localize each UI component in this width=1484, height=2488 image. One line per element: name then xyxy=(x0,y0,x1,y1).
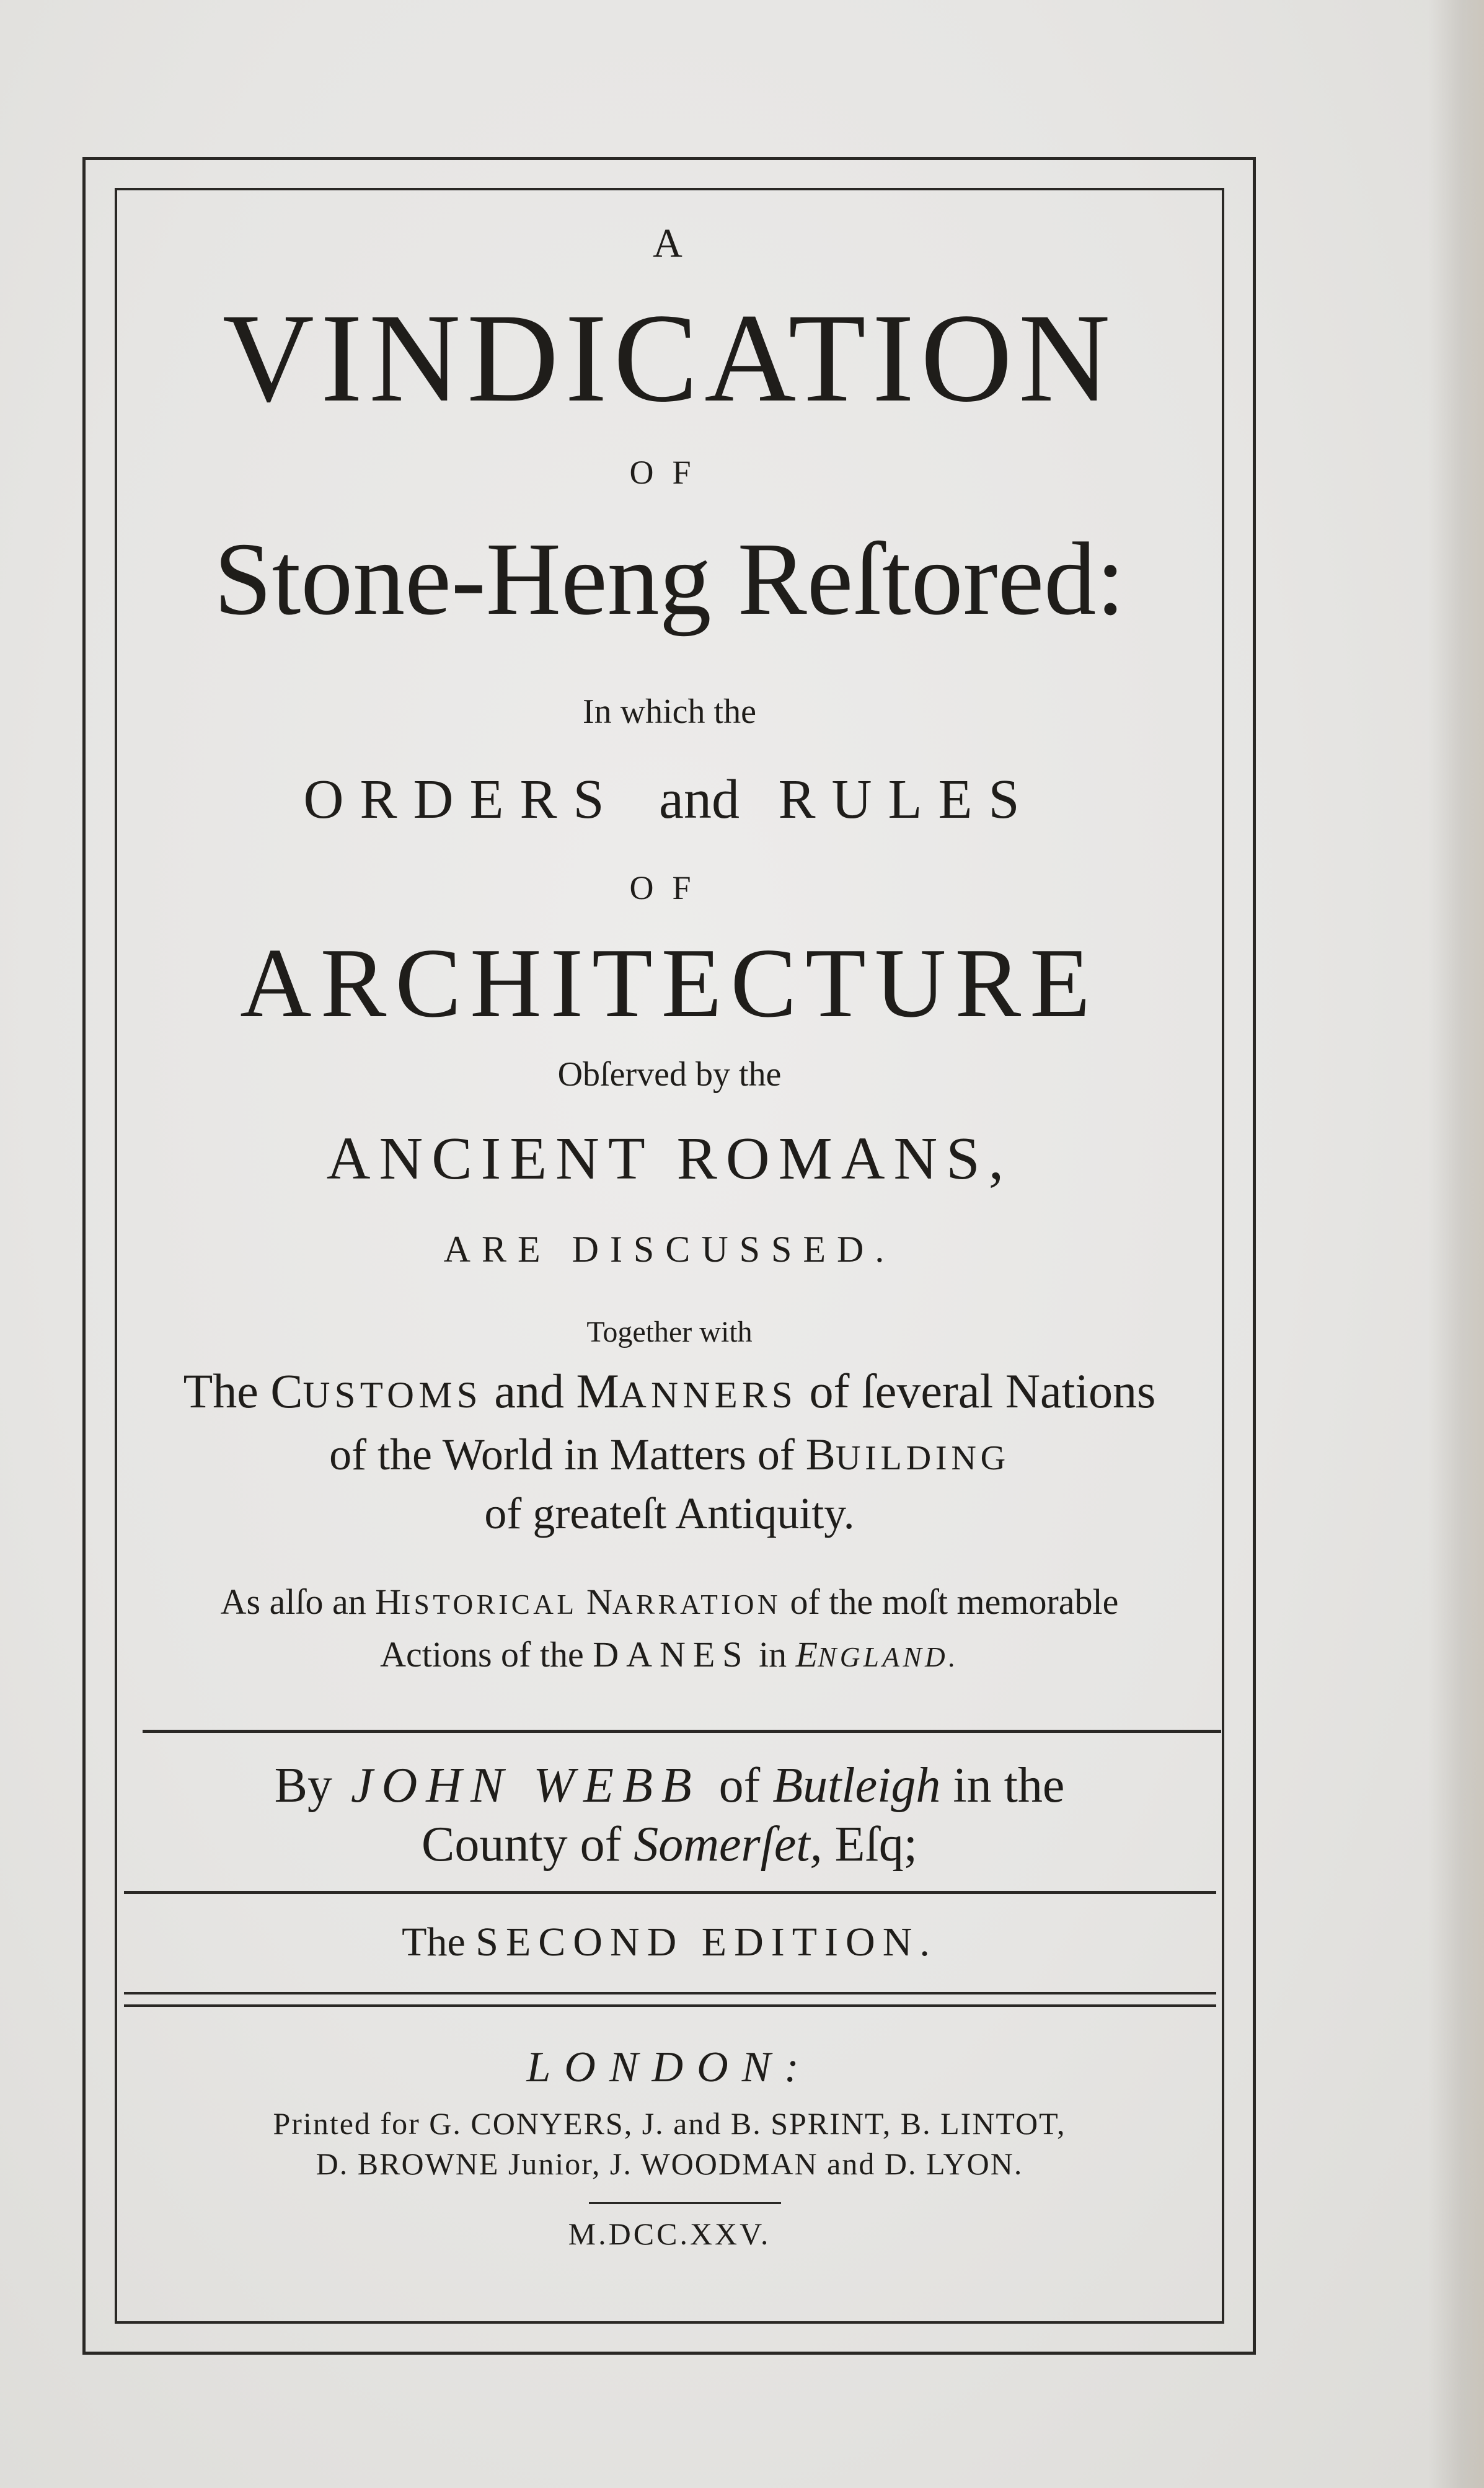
customs-initial: C xyxy=(270,1364,303,1418)
rule-above-edition xyxy=(124,1891,1216,1894)
orders-rules-line xyxy=(115,769,1224,830)
orders-word: ORDERS xyxy=(303,769,621,830)
author-name: JOHN WEBB xyxy=(351,1758,700,1813)
historical-word: ISTORICAL xyxy=(401,1589,578,1620)
imprint-year: M.DCC.XXV. xyxy=(568,2216,771,2251)
author-line-1 xyxy=(115,1758,1224,1813)
double-rule-top xyxy=(124,1992,1216,1994)
edition-line xyxy=(115,1919,1224,1965)
double-rule-bottom xyxy=(124,2004,1216,2007)
manners-initial: M xyxy=(576,1364,619,1418)
printers-line-2: D. BROWNE Junior, J. WOODMAN and D. LYON. xyxy=(316,2146,1023,2181)
printers-line-1: Printed for G. CONYERS, J. and B. SPRINT, B. LINTOT, xyxy=(273,2106,1066,2141)
county-tail: Eſq; xyxy=(834,1817,917,1872)
imprint-city: LONDON: xyxy=(526,2043,813,2091)
antiquity-line: of greateſt Antiquity. xyxy=(484,1489,855,1538)
actions-line xyxy=(115,1634,1224,1675)
actions-lead: Actions of the xyxy=(380,1634,584,1675)
ancient-romans-line: ANCIENT ROMANS, xyxy=(326,1125,1013,1192)
and-word: and xyxy=(659,769,740,830)
county-name: Somerſet, xyxy=(634,1817,823,1872)
in-which-line: In which the xyxy=(583,693,756,731)
county-lead: County of xyxy=(422,1817,622,1872)
architecture-heading: ARCHITECTURE xyxy=(240,927,1099,1038)
rule-above-year xyxy=(589,2202,781,2204)
title-of: OF xyxy=(629,454,710,491)
world-lead: of the World in Matters of xyxy=(329,1430,795,1479)
title-main: VINDICATION xyxy=(222,288,1117,428)
rules-word: RULES xyxy=(778,769,1036,830)
building-initial: B xyxy=(805,1430,836,1479)
rule-above-author xyxy=(143,1730,1221,1733)
building-word: UILDING xyxy=(835,1439,1010,1477)
historical-initial: H xyxy=(375,1582,402,1622)
author-of: of xyxy=(718,1758,761,1813)
together-line: Together with xyxy=(586,1316,753,1348)
historical-lead: As alſo an xyxy=(220,1582,366,1622)
england-word: NGLAND. xyxy=(818,1642,959,1673)
author-line-2 xyxy=(115,1817,1224,1872)
of-line-2: OF xyxy=(629,869,710,906)
title-subject: Stone-Heng Reſtored: xyxy=(214,521,1125,637)
world-building-line xyxy=(115,1432,1224,1477)
customs-the: The xyxy=(183,1364,258,1418)
actions-in: in xyxy=(759,1634,787,1675)
title-article: A xyxy=(653,221,686,266)
narration-word: ARRATION xyxy=(612,1589,781,1620)
danes-word: DANES xyxy=(593,1634,750,1675)
observed-line: Obſerved by the xyxy=(557,1055,782,1094)
historical-tail: of the moſt memorable xyxy=(790,1582,1119,1622)
discussed-line: ARE DISCUSSED. xyxy=(443,1229,896,1270)
page-edge-shadow xyxy=(1428,0,1484,2488)
historical-line xyxy=(115,1584,1224,1620)
customs-manners-line xyxy=(115,1364,1224,1418)
edition-the: The xyxy=(402,1919,466,1965)
customs-word: USTOMS xyxy=(303,1375,482,1416)
author-place: Butleigh xyxy=(772,1758,941,1813)
customs-tail: of ſeveral Nations xyxy=(809,1364,1156,1418)
author-by: By xyxy=(274,1758,333,1813)
author-tail: in the xyxy=(953,1758,1065,1813)
manners-word: ANNERS xyxy=(619,1375,798,1416)
narration-initial: N xyxy=(586,1582,612,1622)
edition-text: SECOND EDITION. xyxy=(475,1919,937,1965)
england-initial: E xyxy=(795,1634,818,1675)
customs-and: and xyxy=(494,1364,565,1418)
